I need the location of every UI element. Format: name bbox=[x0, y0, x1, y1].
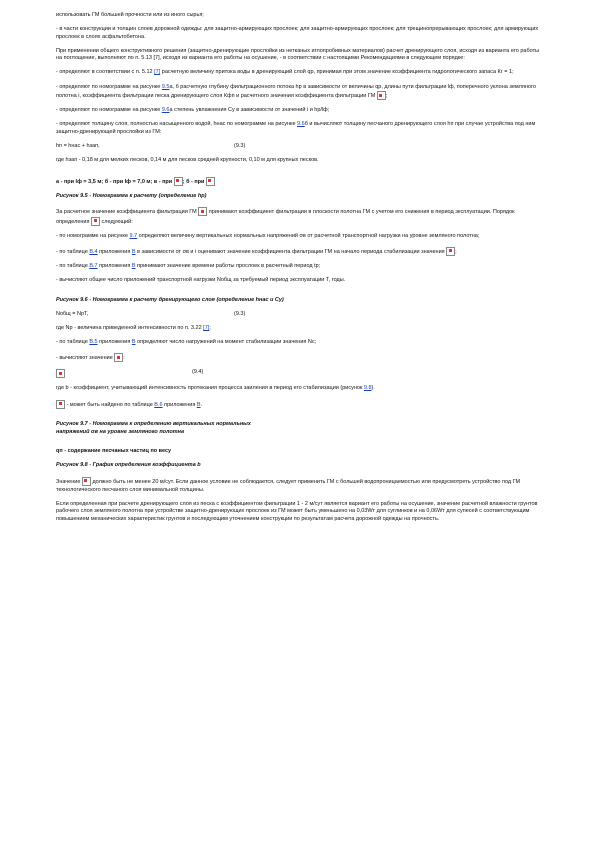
where-clause: где b - коэффициент, учитывающий интенсивность протекания процесса заиления в период его стабилизации (рисунок 9.8). bbox=[56, 385, 375, 392]
figure-link[interactable]: 9.6 bbox=[161, 107, 170, 114]
appendix-link[interactable]: В bbox=[131, 339, 136, 346]
bullet-thickness: - определяют толщину слоя, полностью насыщенного водой, hнас по номограмме на рисунке 9.6б и вычисляют толщину песчаного дренирующего слоя hп при случае устройства под ним защитно-дренирующей прослойки из ГМ: bbox=[56, 121, 536, 135]
bullet-stress: - по номограмме на рисунке 9.7 определяют величину вертикальных нормальных напряжений σв от расчетной транспортной нагрузки на уровне земляного полотна; bbox=[56, 232, 480, 239]
paragraph-value: Значение должно быть не менее 20 м/сут. Если данное условие не соблюдается, следует применить ГМ с большей водопроницаемостью или предусмотреть устройство под ГМ технологического песчаного слоя минимальной толщины. bbox=[56, 478, 521, 493]
appendix-link[interactable]: В bbox=[196, 401, 201, 408]
paragraph-general: При применении общего конструктивного решения (защитно-дренирующие прослойки из нетканых иглопробивных материалов) расчет дренирующего слоя, исходя из варианта его работы на поглощение, выполняют по п. 5.13 [7], исходя из варианта его работы на осушение, - в соответствии с настоящими Рекомендациями в следующем порядке: bbox=[56, 47, 540, 62]
equation-number: (9.3) bbox=[234, 311, 246, 318]
paragraph-kf: За расчетное значение коэффициента фильтрации ГМ принимают коэффициент фильтрации в плоскости полотна ГМ с учетом его снижения в период эксплуатации. Порядок определения следующий: bbox=[56, 209, 515, 225]
figure-caption: Рисунок 9.7 - Номограмма к определению вертикальных нормальных bbox=[56, 421, 251, 428]
broken-image-icon bbox=[56, 369, 65, 378]
figure-link[interactable]: 9.5 bbox=[161, 83, 170, 90]
bullet-coefficient: - по таблице В.4 приложения В в зависимости от σв и i оценивают значение коэффициента фильтрации ГМ на начало периода стабилизации значения ; bbox=[56, 248, 457, 255]
figure-link[interactable]: 9.8 bbox=[363, 385, 372, 392]
bullet-construction: - в части конструкции и толщин слоев дорожной одежды: для защитно-армирующих прослоек; для защитно-армирующих прослоек; для трещинопрерывающих прослоек; для армирующих прослоек в слоях асфальтобетона. bbox=[56, 26, 539, 40]
figure-caption-cont: напряжений σв на уровне земляного полотна bbox=[56, 428, 185, 435]
broken-image-icon bbox=[377, 91, 386, 100]
figure-caption: Рисунок 9.6 - Номограмма к расчету дренирующего слоя (определение hнас и Cу) bbox=[56, 296, 284, 303]
broken-image-icon bbox=[91, 217, 100, 226]
equation-number: (9.3) bbox=[234, 142, 246, 149]
document-page bbox=[56, 12, 540, 530]
where-clause: где Nр - величина приведенной интенсивности по п. 3.22 [7]; bbox=[56, 325, 211, 332]
equation-n-total bbox=[56, 311, 540, 319]
text-line: использовать ГМ большей прочности или из иного сырья; bbox=[56, 12, 204, 18]
appendix-link[interactable]: В bbox=[131, 248, 136, 255]
equation-number: (9.4) bbox=[192, 369, 204, 376]
bullet-inflow: - определяют в соответствии с п. 5.12 [7] расчетную величину притока воды в дренирующий слой qр, принимая при этом значение коэффициента гидрологического запаса Кг = 1; bbox=[56, 69, 514, 76]
figure-note: qп - содержание песчаных частиц по весу bbox=[56, 448, 172, 455]
paragraph-final: Если определенная при расчете дренирующего слоя из песка с коэффициентом фильтрации 1 - 2 м/сут является вариант его работы на осушение, значение расчетной влажности грунтов рабочего слоя земляного полотна при устройстве защитно-дренирующих прослоек из ГМ может быть уменьшено на 0,03Wт для суглинков и на 0,06Wт для супесей с соответствующим повышением механических характеристик грунтов и последующим уточнением конструкции по результатам расчета дорожной одежды на прочность. bbox=[56, 500, 538, 522]
broken-image-icon bbox=[206, 177, 215, 186]
broken-image-icon bbox=[114, 353, 123, 362]
table-link[interactable]: В.6 bbox=[154, 401, 163, 408]
table-link[interactable]: В.4 bbox=[89, 248, 98, 255]
bullet-table-lookup: - может быть найдено по таблице В.6 приложения В. bbox=[56, 400, 540, 410]
broken-image-icon bbox=[82, 477, 91, 486]
figure-legend: а - при lф = 3,5 м; б - при lф = 7,0 м; в - при ; б - при bbox=[56, 177, 540, 187]
appendix-link[interactable]: В bbox=[131, 262, 136, 269]
figure-link[interactable]: 9.7 bbox=[129, 232, 138, 239]
bullet-load-count: - вычисляют общее число приложений транспортной нагрузки Nобщ за требуемый период эксплуатации Т, годы. bbox=[56, 277, 346, 284]
equation-text: hп = hнас + hзап, bbox=[56, 142, 100, 149]
bullet-depth: - определяют по номограмме на рисунке 9.5а, б расчетную глубину фильтрационного потока hр в зависимости от величины qр, длины пути фильтрации lф, поперечного уклона земляного полотна i, коэффициента фильтрации песка дренирующего слоя Кфп и расчетного значения коэффициента фильтрации ГМ ; bbox=[56, 83, 536, 100]
equation-9-4 bbox=[56, 369, 540, 379]
figure-caption: Рисунок 9.5 - Номограмма к расчету (определение hр) bbox=[56, 192, 207, 199]
ref-link[interactable]: [7] bbox=[203, 325, 210, 332]
table-link[interactable]: В.7 bbox=[89, 262, 98, 269]
figure-caption: Рисунок 9.8 - График определения коэффициента b bbox=[56, 462, 201, 469]
ref-link[interactable]: [7] bbox=[154, 69, 161, 76]
figure-link[interactable]: 9.6 bbox=[297, 121, 305, 128]
bullet-time: - по таблице В.7 приложения В принимают значение времени работы прослоек в расчетный период tр; bbox=[56, 262, 321, 269]
equation-text: Nобщ = NрТ, bbox=[56, 311, 89, 318]
broken-image-icon bbox=[198, 207, 207, 216]
broken-image-icon bbox=[446, 247, 455, 256]
bullet-compute: - вычисляют значение : bbox=[56, 355, 125, 362]
broken-image-icon bbox=[174, 177, 183, 186]
broken-image-icon bbox=[56, 400, 65, 409]
bullet-stabilization: - по таблице В.5 приложения В определяют число нагружений на момент стабилизации значения Nс; bbox=[56, 339, 317, 346]
table-link[interactable]: В.5 bbox=[89, 339, 98, 346]
where-clause: где hзап - 0,18 м для мелких песков, 0,14 м для песков средней крупности, 0,10 м для крупных песков. bbox=[56, 156, 319, 163]
bullet-saturation: - определяют по номограмме на рисунке 9.6а степень увлажнения Cу в зависимости от значений i и hр/lф; bbox=[56, 107, 330, 114]
equation-9-3 bbox=[56, 143, 540, 151]
